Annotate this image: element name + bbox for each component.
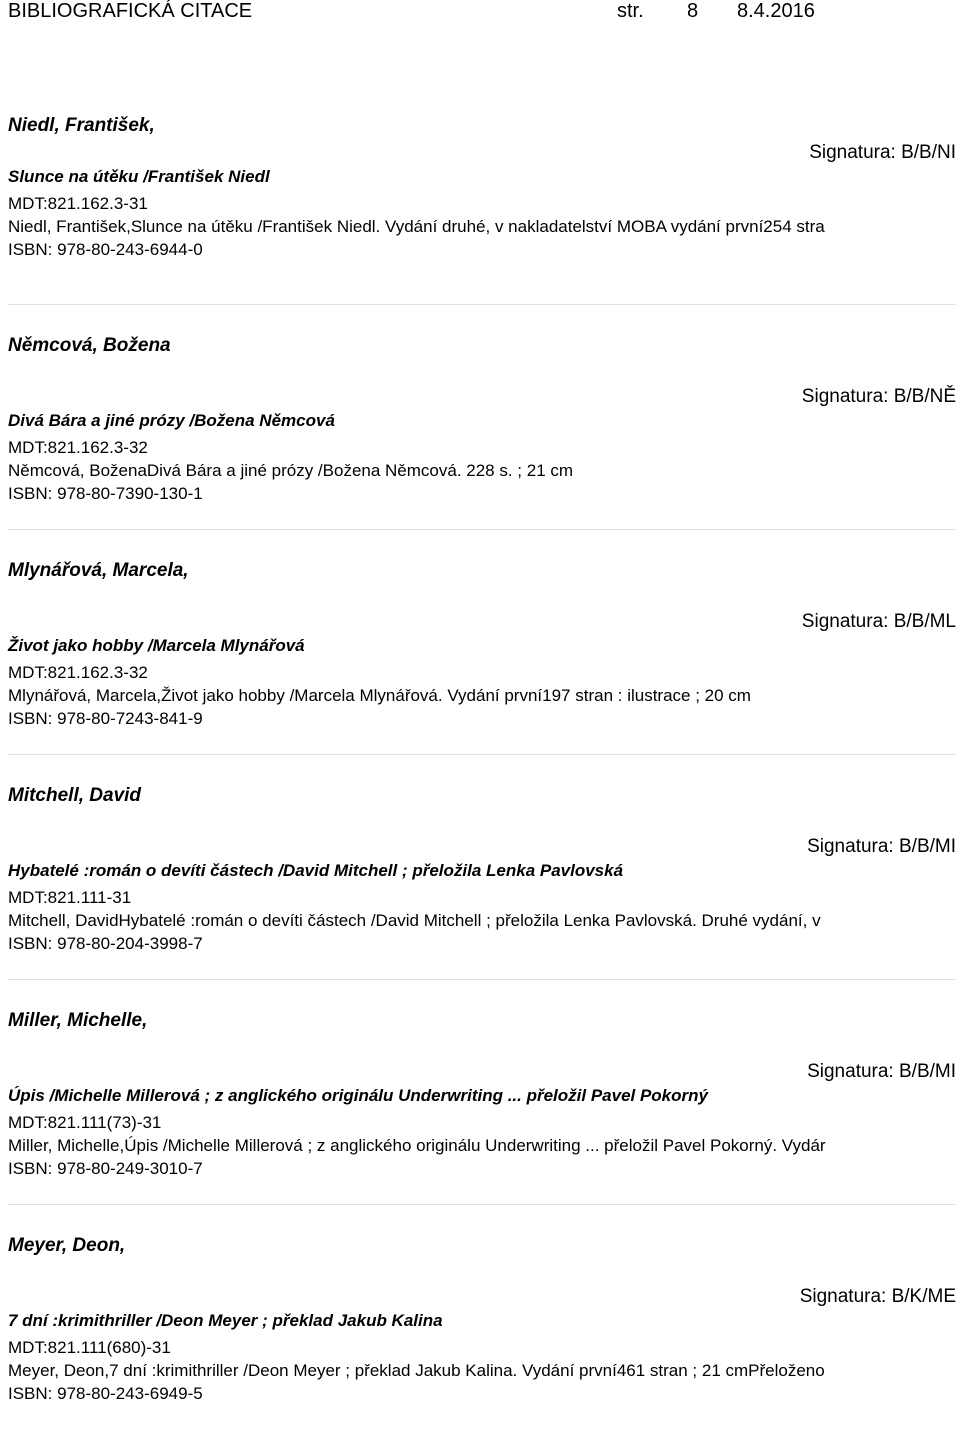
- entry-title: Život jako hobby /Marcela Mlynářová: [8, 636, 305, 655]
- entry-signature: Signatura: B/B/NĚ: [801, 386, 956, 407]
- entry-title: Úpis /Michelle Millerová ; z anglického originálu Underwriting ... přeložil Pavel Pokorný: [8, 1086, 708, 1105]
- citation-entry: [8, 1204, 956, 1429]
- entry-signature: Signatura: B/B/MI: [807, 1061, 956, 1082]
- entry-description: Meyer, Deon,7 dní :krimithriller /Deon Meyer ; překlad Jakub Kalina. Vydání první461 stran ; 21 cmPřeloženo: [8, 1361, 825, 1380]
- entry-isbn: ISBN: 978-80-249-3010-7: [8, 1159, 203, 1178]
- entry-divider: [8, 979, 956, 980]
- entry-isbn: ISBN: 978-80-204-3998-7: [8, 934, 203, 953]
- entry-description: Miller, Michelle,Úpis /Michelle Millerová ; z anglického originálu Underwriting ... přeložil Pavel Pokorný. Vydár: [8, 1136, 826, 1155]
- entry-author: Miller, Michelle,: [8, 1010, 148, 1031]
- citation-entry: [8, 979, 956, 1204]
- entry-divider: [8, 754, 956, 755]
- entry-title: 7 dní :krimithriller /Deon Meyer ; překlad Jakub Kalina: [8, 1311, 443, 1330]
- entry-description: Mlynářová, Marcela,Život jako hobby /Marcela Mlynářová. Vydání první197 stran : ilustrace ; 20 cm: [8, 686, 751, 705]
- entry-title: Hybatelé :román o devíti částech /David Mitchell ; přeložila Lenka Pavlovská: [8, 861, 624, 880]
- entry-isbn: ISBN: 978-80-7390-130-1: [8, 484, 203, 503]
- entry-signature: Signatura: B/B/NI: [809, 142, 956, 163]
- entry-divider: [8, 529, 956, 530]
- entry-mdt: MDT:821.111-31: [8, 888, 132, 907]
- page-number: 8: [687, 0, 699, 22]
- entry-signature: Signatura: B/B/MI: [807, 836, 956, 857]
- entry-signature: Signatura: B/B/ML: [801, 611, 956, 632]
- entry-mdt: MDT:821.162.3-32: [8, 438, 148, 457]
- entry-author: Mlynářová, Marcela,: [8, 560, 189, 581]
- entry-isbn: ISBN: 978-80-243-6949-5: [8, 1384, 203, 1403]
- entry-mdt: MDT:821.111(680)-31: [8, 1338, 171, 1357]
- entry-title: Slunce na útěku /František Niedl: [8, 167, 270, 186]
- page-label: str.: [617, 0, 644, 22]
- entry-author: Meyer, Deon,: [8, 1235, 126, 1256]
- entry-description: Mitchell, DavidHybatelé :román o devíti částech /David Mitchell ; přeložila Lenka Pavlovská. Druhé vydání, v: [8, 911, 821, 930]
- entry-author: Niedl, František,: [8, 115, 155, 136]
- entry-signature: Signatura: B/K/ME: [799, 1286, 956, 1307]
- document-title: BIBLIOGRAFICKÁ CITACE: [8, 0, 253, 22]
- entry-isbn: ISBN: 978-80-243-6944-0: [8, 240, 203, 259]
- entry-mdt: MDT:821.111(73)-31: [8, 1113, 162, 1132]
- entry-divider: [8, 1204, 956, 1205]
- document-date: 8.4.2016: [737, 0, 815, 22]
- citation-entry: [8, 304, 956, 529]
- entry-divider: [8, 304, 956, 305]
- citation-entry: [8, 754, 956, 979]
- citation-entry: [8, 60, 956, 285]
- entry-author: Mitchell, David: [8, 785, 142, 806]
- citation-entry: [8, 529, 956, 754]
- entry-description: Niedl, František,Slunce na útěku /František Niedl. Vydání druhé, v nakladatelství MOBA vydání první254 stra: [8, 217, 825, 236]
- entry-isbn: ISBN: 978-80-7243-841-9: [8, 709, 203, 728]
- entry-mdt: MDT:821.162.3-31: [8, 194, 148, 213]
- entry-title: Divá Bára a jiné prózy /Božena Němcová: [8, 411, 335, 430]
- entry-description: Němcová, BoženaDivá Bára a jiné prózy /Božena Němcová. 228 s. ; 21 cm: [8, 461, 574, 480]
- entry-mdt: MDT:821.162.3-32: [8, 663, 148, 682]
- entry-author: Němcová, Božena: [8, 335, 171, 356]
